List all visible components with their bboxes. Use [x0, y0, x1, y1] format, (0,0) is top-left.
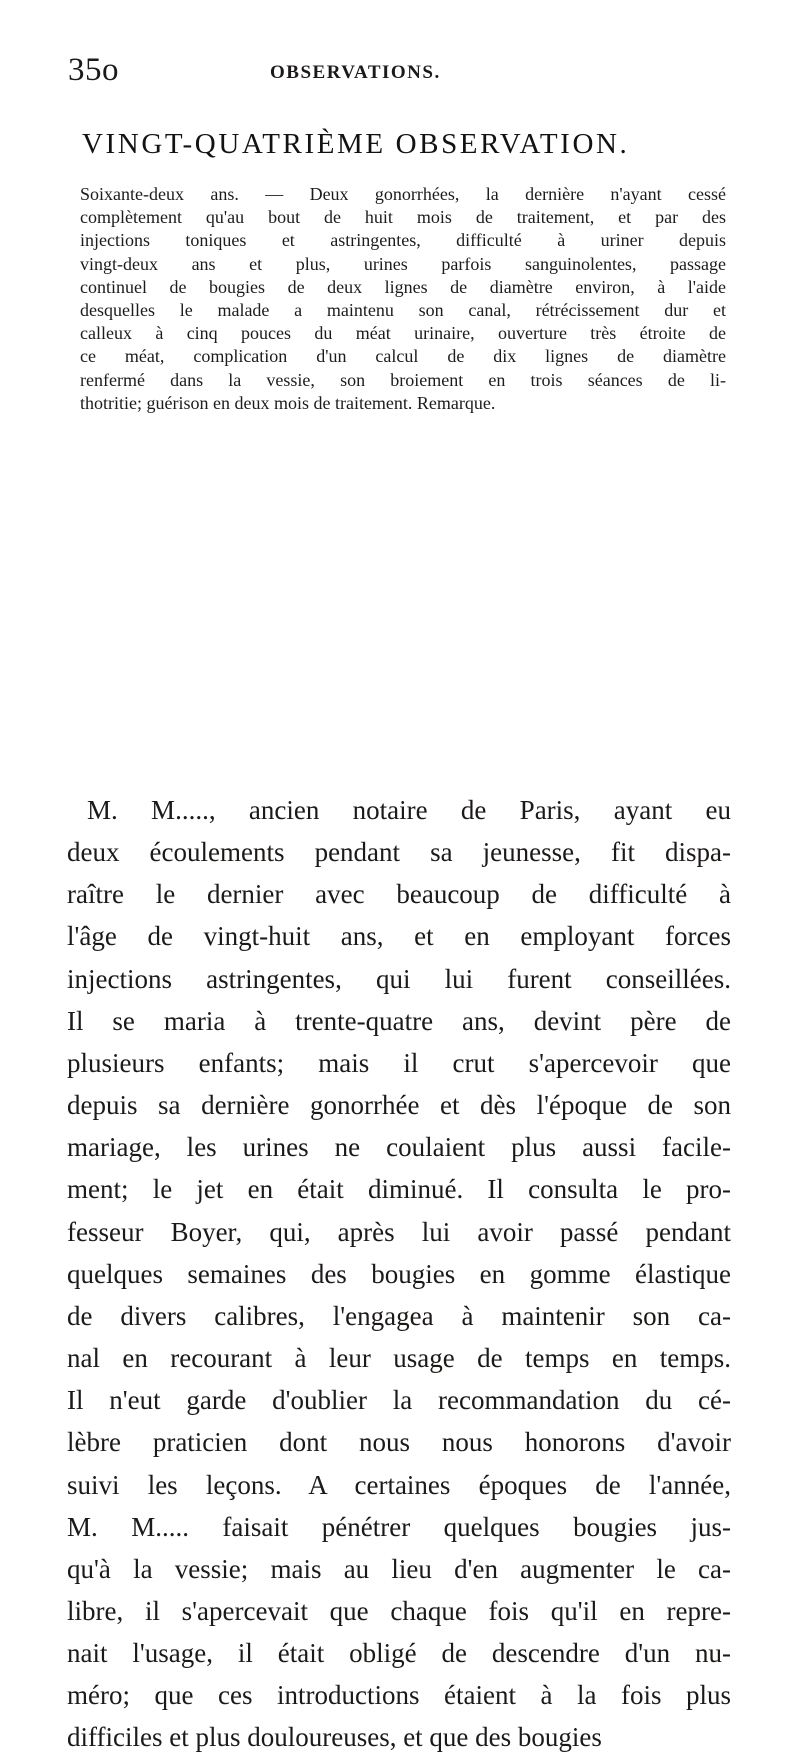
body-line: depuis sa dernière gonorrhée et dès l'époque de son — [67, 1090, 731, 1121]
summary-line: desquelles le malade a maintenu son canal, rétrécissement dur et — [80, 300, 726, 321]
summary-line: complètement qu'au bout de huit mois de traitement, et par des — [80, 207, 726, 228]
body-line: deux écoulements pendant sa jeunesse, fit dispa- — [67, 837, 731, 868]
summary-line: calleux à cinq pouces du méat urinaire, ouverture très étroite de — [80, 323, 726, 344]
body-line: qu'à la vessie; mais au lieu d'en augmenter le ca- — [67, 1553, 731, 1584]
summary-line: ce méat, complication d'un calcul de dix lignes de diamètre — [80, 346, 726, 367]
body-line: fesseur Boyer, qui, après lui avoir passé pendant — [67, 1216, 731, 1247]
body-line: M. M..... faisait pénétrer quelques bougies jus- — [67, 1511, 731, 1542]
body-line: Il se maria à trente-quatre ans, devint père de — [67, 1005, 731, 1036]
body-line: l'âge de vingt-huit ans, et en employant forces — [67, 921, 731, 952]
body-line: quelques semaines des bougies en gomme élastique — [67, 1258, 731, 1289]
summary-line: continuel de bougies de deux lignes de diamètre environ, à l'aide — [80, 276, 726, 297]
body-line: méro; que ces introductions étaient à la fois plus — [67, 1680, 731, 1711]
body-line: suivi les leçons. A certaines époques de l'année, — [67, 1469, 731, 1500]
body-line: de divers calibres, l'engagea à maintenir son ca- — [67, 1300, 731, 1331]
observation-title: VINGT-QUATRIÈME OBSERVATION. — [82, 128, 630, 160]
running-title: OBSERVATIONS. — [270, 62, 441, 83]
summary-line: renfermé dans la vessie, son broiement en trois séances de li- — [80, 369, 726, 390]
body-line: Il n'eut garde d'oublier la recommandation du cé- — [67, 1385, 731, 1416]
body-line: injections astringentes, qui lui furent conseillées. — [67, 963, 731, 994]
summary-line: vingt-deux ans et plus, urines parfois sanguinolentes, passage — [80, 253, 726, 274]
body-line: nal en recourant à leur usage de temps en temps. — [67, 1343, 731, 1374]
body-line: lèbre praticien dont nous nous honorons d'avoir — [67, 1427, 731, 1458]
running-header — [68, 52, 728, 96]
page-number: 35o — [68, 52, 119, 88]
body-line: libre, il s'apercevait que chaque fois qu'il en repre- — [67, 1595, 731, 1626]
summary-line: thotritie; guérison en deux mois de traitement. Remarque. — [80, 392, 496, 413]
body-line: plusieurs enfants; mais il crut s'apercevoir que — [67, 1047, 731, 1078]
body-line: difficiles et plus douloureuses, et que des bougies — [67, 1722, 602, 1753]
summary-line: Soixante-deux ans. — Deux gonorrhées, la dernière n'ayant cessé — [80, 184, 726, 204]
summary-line: injections toniques et astringentes, difficulté à uriner depuis — [80, 230, 726, 251]
body-line: M. M....., ancien notaire de Paris, ayant eu — [87, 795, 731, 825]
body-line: ment; le jet en était diminué. Il consulta le pro- — [67, 1174, 731, 1205]
body-line: mariage, les urines ne coulaient plus aussi facile- — [67, 1132, 731, 1163]
body-line: nait l'usage, il était obligé de descendre d'un nu- — [67, 1638, 731, 1669]
observation-body — [67, 789, 731, 1759]
observation-summary — [80, 183, 726, 415]
body-line: raître le dernier avec beaucoup de difficulté à — [67, 879, 731, 910]
